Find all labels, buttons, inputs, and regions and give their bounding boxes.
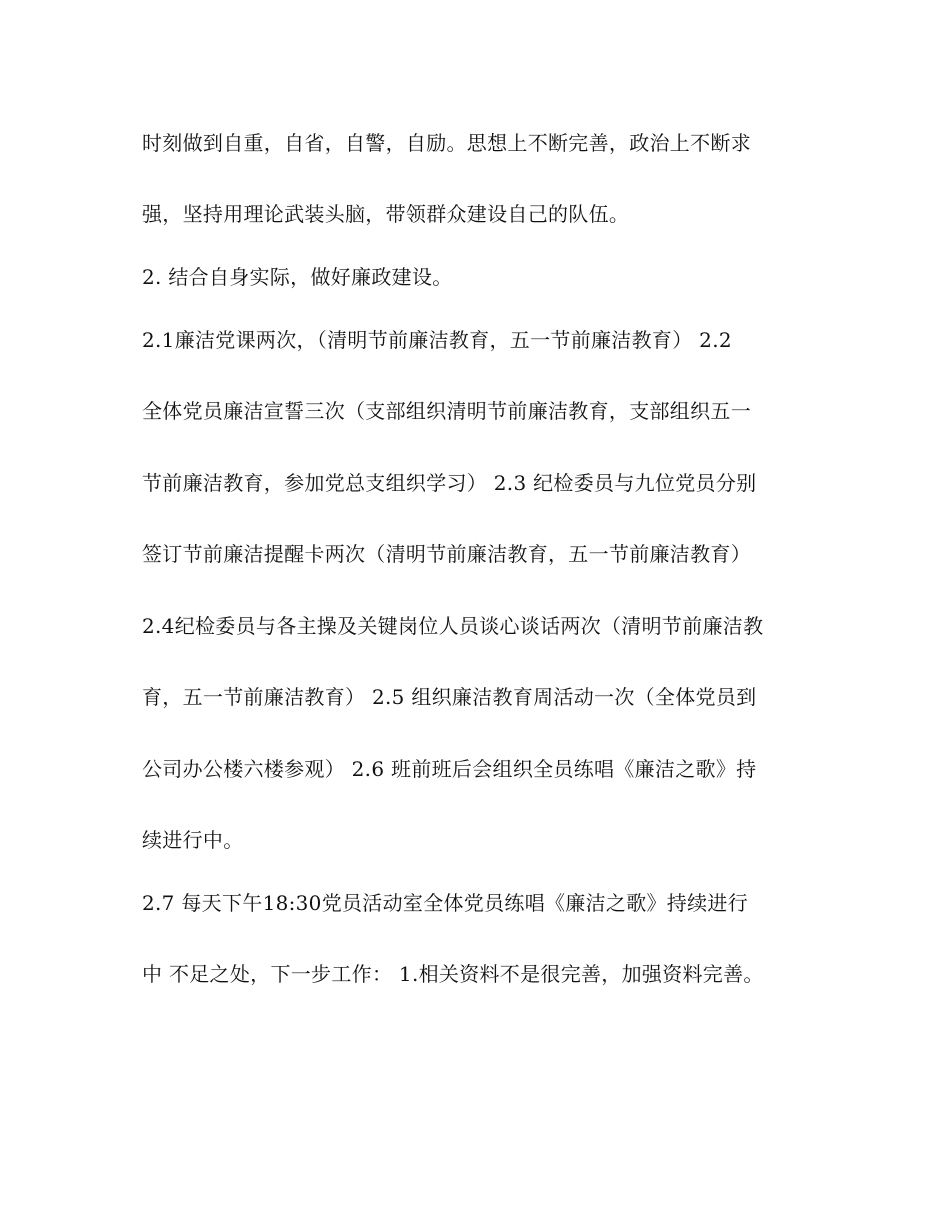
text-line: 全体党员廉洁宣誓三次（支部组织清明节前廉洁教育，支部组织五一 (142, 399, 751, 423)
text-line: 2.1廉洁党课两次，（清明节前廉洁教育，五一节前廉洁教育） 2.2 (142, 328, 732, 352)
text-line: 2. 结合自身实际，做好廉政建设。 (142, 265, 453, 289)
text-line: 签订节前廉洁提醒卡两次（清明节前廉洁教育，五一节前廉洁教育） (142, 542, 751, 566)
text-line: 时刻做到自重，自省，自警，自励。思想上不断完善，政治上不断求 (142, 131, 751, 155)
text-line: 续进行中。 (142, 828, 244, 852)
text-line: 2.7 每天下午18:30党员活动室全体党员练唱《廉洁之歌》持续进行 (142, 891, 748, 915)
text-line: 强，坚持用理论武装头脑，带领群众建设自己的队伍。 (142, 202, 630, 226)
text-line: 中 不足之处，下一步工作： 1.相关资料不是很完善，加强资料完善。 (142, 962, 764, 986)
text-line: 2.4纪检委员与各主操及关键岗位人员谈心谈话两次（清明节前廉洁教 (142, 614, 764, 638)
text-line: 公司办公楼六楼参观） 2.6 班前班后会组织全员练唱《廉洁之歌》持 (142, 757, 757, 781)
text-line: 育，五一节前廉洁教育） 2.5 组织廉洁教育周活动一次（全体党员到 (142, 685, 757, 709)
text-line: 节前廉洁教育，参加党总支组织学习） 2.3 纪检委员与九位党员分别 (142, 471, 757, 495)
